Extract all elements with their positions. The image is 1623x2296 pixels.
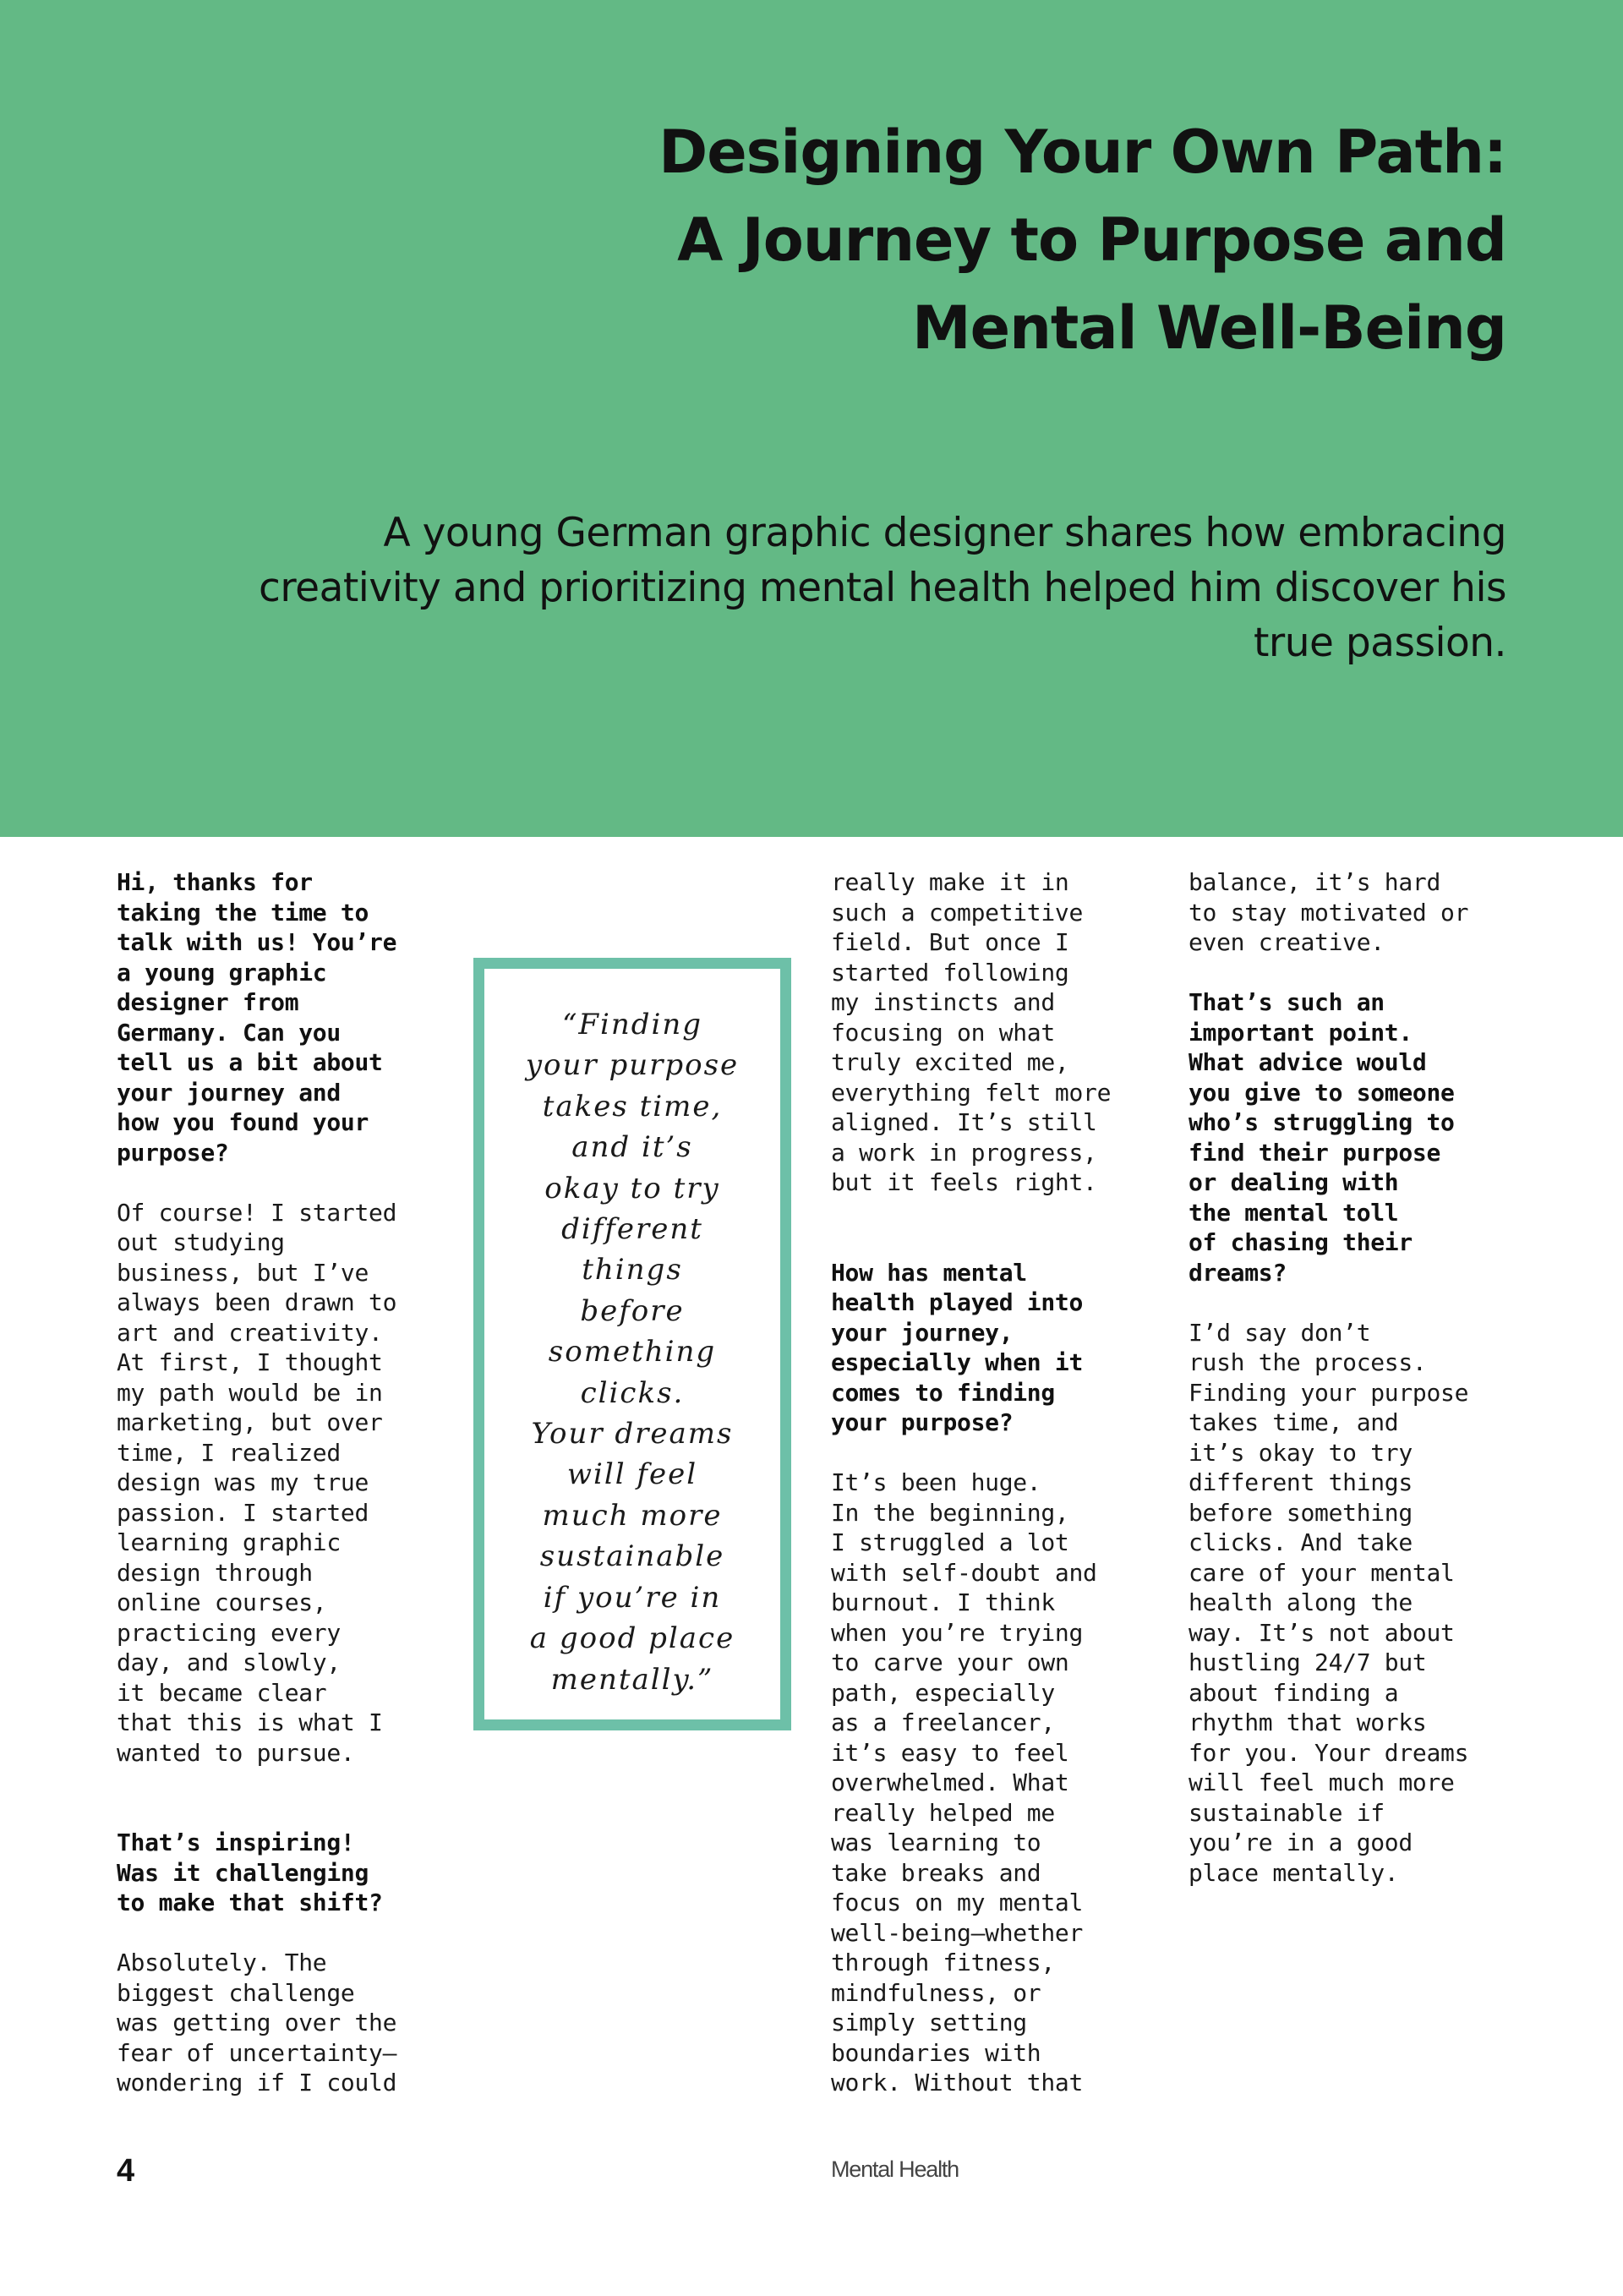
text-line: focusing on what	[831, 1018, 1055, 1047]
text-line: Hi, thanks for	[117, 868, 313, 896]
text-line: path, especially	[831, 1678, 1055, 1707]
text-line: health played into	[831, 1288, 1084, 1316]
text-line: day, and slowly,	[117, 1648, 341, 1676]
text-line: takes time,	[542, 1089, 723, 1123]
interview-question	[117, 867, 455, 1167]
text-line: “Finding	[561, 1008, 703, 1041]
text-line: you give to someone	[1189, 1078, 1455, 1107]
interview-answer	[1189, 867, 1527, 958]
text-line: as a freelancer,	[831, 1708, 1055, 1736]
text-line: your purpose?	[831, 1408, 1014, 1436]
article-subtitle	[86, 506, 1506, 670]
text-line: burnout. I think	[831, 1588, 1055, 1616]
interview-answer	[117, 1948, 455, 2098]
text-line: art and creativity.	[117, 1318, 383, 1347]
pull-quote	[473, 958, 791, 1730]
text-line: health along the	[1189, 1588, 1413, 1616]
text-line: of chasing their	[1189, 1228, 1413, 1256]
title-line: A Journey to Purpose and	[677, 205, 1506, 275]
interview-question	[1189, 987, 1527, 1287]
text-line: such a competitive	[831, 898, 1084, 927]
text-line: business, but I’ve	[117, 1258, 369, 1287]
text-line: wanted to pursue.	[117, 1738, 355, 1767]
text-line: truly excited me,	[831, 1048, 1069, 1076]
text-line: everything felt more	[831, 1078, 1112, 1107]
text-line: your purpose	[525, 1048, 740, 1083]
text-line: the mental toll	[1189, 1198, 1399, 1227]
text-line: comes to finding	[831, 1378, 1055, 1407]
text-line: purpose?	[117, 1138, 229, 1167]
text-line: well-being—whether	[831, 1918, 1084, 1947]
text-line: rush the process.	[1189, 1348, 1427, 1376]
text-line: how you found your	[117, 1108, 369, 1136]
text-line: important point.	[1189, 1018, 1413, 1047]
text-line: Of course! I started	[117, 1198, 397, 1227]
text-line: clicks.	[580, 1375, 685, 1410]
text-line: your journey and	[117, 1078, 341, 1107]
text-line: time, I realized	[117, 1438, 341, 1467]
text-line: dreams?	[1189, 1258, 1287, 1287]
text-line: you’re in a good	[1189, 1829, 1413, 1856]
text-line: if you’re in	[543, 1580, 722, 1615]
text-line: or dealing with	[1189, 1168, 1399, 1196]
text-line: field. But once I	[831, 928, 1069, 956]
text-line: designer from	[117, 988, 299, 1016]
text-line: I struggled a lot	[831, 1528, 1069, 1556]
text-line: Germany. Can you	[117, 1018, 341, 1047]
article-column-3	[1189, 867, 1527, 1918]
text-line: sustainable	[539, 1539, 725, 1574]
text-line: always been drawn to	[117, 1288, 397, 1316]
running-footer-section: Mental Health	[831, 2157, 959, 2182]
article-title	[407, 108, 1506, 372]
text-line: different things	[1189, 1468, 1413, 1496]
text-line: Your dreams	[531, 1417, 734, 1451]
text-line: who’s struggling to	[1189, 1108, 1455, 1136]
text-line: even creative.	[1189, 928, 1385, 956]
text-line: marketing, but over	[117, 1408, 383, 1436]
interview-answer	[1189, 1318, 1527, 1889]
text-line: I’d say don’t	[1189, 1318, 1371, 1347]
text-line: passion. I started	[117, 1498, 369, 1527]
article-column-2	[831, 867, 1169, 2128]
text-line: find their purpose	[1189, 1138, 1441, 1167]
text-line: simply setting	[831, 2009, 1027, 2036]
text-line: It’s been huge.	[831, 1468, 1041, 1496]
text-line: learning graphic	[117, 1528, 341, 1556]
title-line: Mental Well-Being	[911, 293, 1506, 363]
text-line: clicks. And take	[1189, 1528, 1413, 1556]
text-line: place mentally.	[1189, 1858, 1399, 1887]
text-line: Absolutely. The	[117, 1949, 327, 1976]
header-band	[0, 0, 1623, 837]
page-number: 4	[117, 2153, 135, 2189]
text-line: online courses,	[117, 1588, 327, 1616]
interview-answer	[117, 1198, 455, 1768]
text-line: but it feels right.	[831, 1168, 1097, 1196]
subtitle-line: creativity and prioritizing mental health helped him discover his	[259, 565, 1506, 611]
interview-answer	[831, 1468, 1169, 2098]
text-line: much more	[542, 1498, 723, 1533]
text-line: design through	[117, 1558, 313, 1587]
text-line: it became clear	[117, 1678, 327, 1707]
text-line: out studying	[117, 1228, 285, 1256]
text-line: hustling 24/7 but	[1189, 1648, 1427, 1676]
title-line: Designing Your Own Path:	[658, 118, 1506, 187]
text-line: design was my true	[117, 1468, 369, 1496]
text-line: it’s okay to try	[1189, 1438, 1413, 1467]
text-line: That’s inspiring!	[117, 1829, 355, 1856]
text-line: a young graphic	[117, 958, 327, 987]
text-line: different	[561, 1212, 703, 1247]
text-line: practicing every	[117, 1618, 341, 1647]
text-line: biggest challenge	[117, 1978, 355, 2007]
interview-answer	[831, 867, 1169, 1198]
text-line: to make that shift?	[117, 1889, 383, 1916]
text-line: care of your mental	[1189, 1558, 1455, 1587]
interview-question	[831, 1258, 1169, 1438]
text-line: fear of uncertainty—	[117, 2038, 397, 2067]
subtitle-line: true passion.	[1253, 620, 1506, 666]
text-line: way. It’s not about	[1189, 1618, 1455, 1647]
text-line: a work in progress,	[831, 1138, 1097, 1167]
text-line: focus on my mental	[831, 1889, 1084, 1916]
text-line: my path would be in	[117, 1378, 383, 1407]
text-line: take breaks and	[831, 1858, 1041, 1887]
subtitle-line: A young German graphic designer shares how embracing	[383, 510, 1506, 556]
text-line: taking the time to	[117, 898, 369, 927]
text-line: about finding a	[1189, 1678, 1399, 1707]
text-line: something	[548, 1335, 717, 1369]
article-column-1	[117, 867, 455, 2128]
text-line: and it’s	[571, 1130, 693, 1165]
text-line: especially when it	[831, 1348, 1084, 1376]
text-line: work. Without that	[831, 2069, 1084, 2096]
text-line: In the beginning,	[831, 1498, 1069, 1527]
text-line: will feel much more	[1189, 1768, 1455, 1796]
text-line: things	[582, 1253, 683, 1287]
text-line: takes time, and	[1189, 1408, 1399, 1436]
text-line: when you’re trying	[831, 1618, 1084, 1647]
text-line: really make it in	[831, 868, 1069, 896]
text-line: will feel	[566, 1457, 698, 1492]
text-line: to carve your own	[831, 1648, 1069, 1676]
text-line: Finding your purpose	[1189, 1378, 1469, 1407]
text-line: wondering if I could	[117, 2069, 397, 2096]
text-line: that this is what I	[117, 1708, 383, 1736]
text-line: mindfulness, or	[831, 1978, 1041, 2007]
text-line: overwhelmed. What	[831, 1768, 1069, 1796]
text-line: started following	[831, 958, 1069, 987]
text-line: sustainable if	[1189, 1798, 1385, 1827]
text-line: with self-doubt and	[831, 1558, 1097, 1587]
text-line: okay to try	[544, 1171, 720, 1205]
text-line: At first, I thought	[117, 1348, 383, 1376]
text-line: really helped me	[831, 1798, 1055, 1827]
text-line: before something	[1189, 1498, 1413, 1527]
text-line: my instincts and	[831, 988, 1055, 1016]
text-line: mentally.”	[550, 1662, 714, 1697]
text-line: it’s easy to feel	[831, 1738, 1069, 1767]
text-line: was learning to	[831, 1829, 1041, 1856]
text-line: That’s such an	[1189, 988, 1385, 1016]
text-line: through fitness,	[831, 1949, 1055, 1976]
text-line: was getting over the	[117, 2009, 397, 2036]
text-line: balance, it’s hard	[1189, 868, 1441, 896]
text-line: tell us a bit about	[117, 1048, 383, 1076]
text-line: rhythm that works	[1189, 1708, 1427, 1736]
text-line: to stay motivated or	[1189, 898, 1469, 927]
text-line: What advice would	[1189, 1048, 1427, 1076]
text-line: a good place	[529, 1621, 735, 1656]
text-line: before	[580, 1293, 685, 1328]
text-line: How has mental	[831, 1258, 1027, 1287]
text-line: aligned. It’s still	[831, 1108, 1097, 1136]
text-line: for you. Your dreams	[1189, 1738, 1469, 1767]
interview-question	[117, 1828, 455, 1918]
text-line: Was it challenging	[117, 1858, 369, 1887]
text-line: talk with us! You’re	[117, 928, 397, 956]
text-line: your journey,	[831, 1318, 1014, 1347]
text-line: boundaries with	[831, 2038, 1041, 2067]
